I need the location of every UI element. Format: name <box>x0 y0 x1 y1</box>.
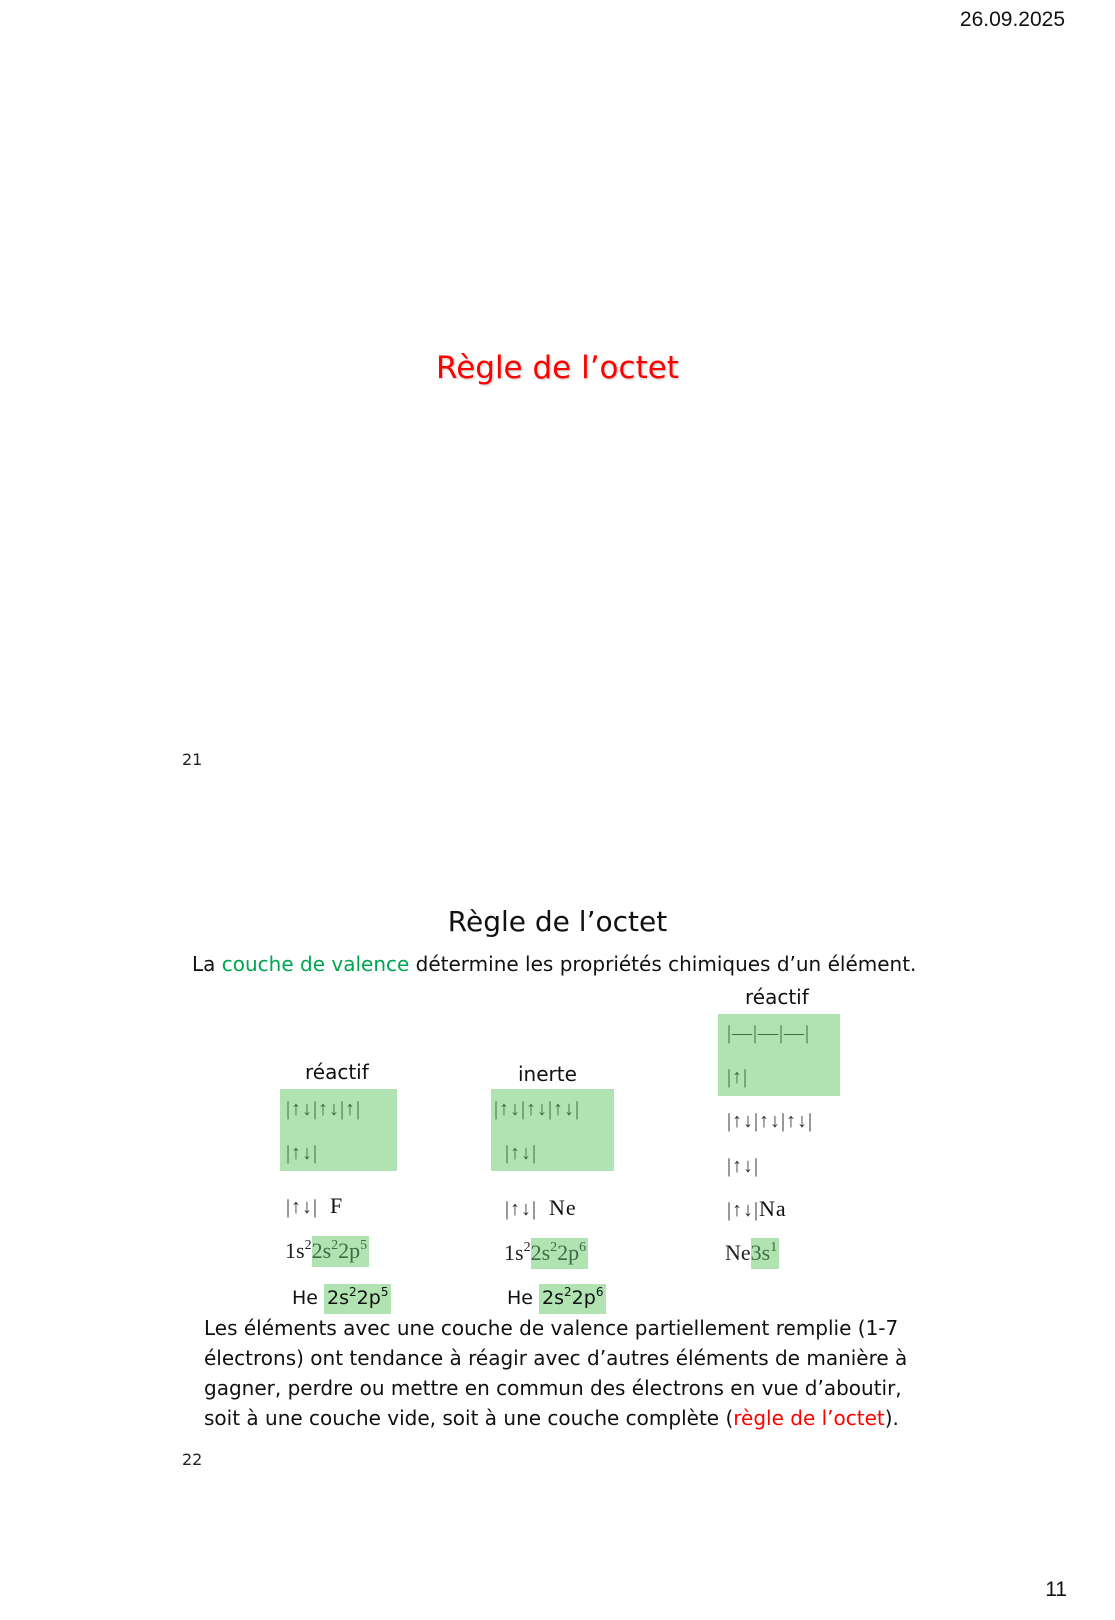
sodium-config: $Ne3s^1$ <box>725 1240 779 1266</box>
fluorine-orbital-1s <box>286 1193 343 1219</box>
sodium-orbital-1s <box>727 1196 787 1222</box>
octet-rule-paragraph <box>204 1313 924 1433</box>
fluorine-valence-config: $2s^22p^5$ <box>312 1236 370 1267</box>
fluorine-symbol: F <box>330 1193 344 1218</box>
neon-orbital-2s: |↑↓| <box>505 1142 538 1164</box>
subtitle-highlight-valence: couche de valence <box>221 952 410 976</box>
fluorine-orbital-2s: |↑↓| <box>286 1142 319 1164</box>
sodium-orbital-2p: |↑↓|↑↓|↑↓| <box>727 1110 814 1132</box>
fluorine-short-config: He $2s^22p^5$ <box>292 1285 391 1309</box>
paragraph-text: Les éléments avec une couche de valence partiellement remplie (1-7 électrons) ont tendance à réagir avec d’autres éléments de manière à gagner, perdre ou mettre en commun des électrons en vue d’aboutir, soit à une couche vide, soit à une couche complète ( <box>204 1316 908 1430</box>
sodium-orbital-2s: |↑↓| <box>727 1155 760 1177</box>
neon-short-valence: $2s^22p^6$ <box>539 1284 606 1314</box>
neon-config: $1s^22s^22p^6$ <box>504 1240 588 1266</box>
paragraph-highlight-octet: règle de l’octet <box>733 1406 885 1430</box>
page-number: 11 <box>1045 1578 1067 1601</box>
neon-orbital-2p: |↑↓|↑↓|↑↓| <box>494 1098 581 1120</box>
slide-22-title: Règle de l’octet <box>447 905 668 938</box>
paragraph-suffix: ). <box>884 1406 899 1430</box>
neon-state-label: inerte <box>518 1062 577 1086</box>
sodium-orbital-3s: |↑| <box>727 1066 749 1088</box>
slide-22-number: 22 <box>182 1450 203 1469</box>
neon-orbital-1s <box>505 1195 577 1221</box>
sodium-valence-config: $3s^1$ <box>751 1238 780 1269</box>
sodium-orbital-3p: |—|—|—| <box>727 1022 811 1044</box>
fluorine-config: $1s^22s^22p^5$ <box>285 1238 369 1264</box>
neon-orbital-1s-boxes: |↑↓| <box>505 1198 538 1220</box>
fluorine-short-valence: $2s^22p^5$ <box>324 1284 391 1314</box>
fluorine-orbital-1s-boxes: |↑↓| <box>286 1196 319 1218</box>
page-date: 26.09.2025 <box>959 8 1065 31</box>
neon-symbol: Ne <box>549 1195 577 1220</box>
slide-22-subtitle <box>192 952 916 976</box>
sodium-symbol: Na <box>759 1196 787 1221</box>
sodium-orbital-1s-boxes: |↑↓| <box>727 1199 760 1221</box>
subtitle-suffix: détermine les propriétés chimiques d’un élément. <box>409 952 917 976</box>
subtitle-prefix: La <box>192 952 222 976</box>
neon-valence-config: $2s^22p^6$ <box>531 1238 589 1269</box>
slide-21-title: Règle de l’octet <box>436 350 679 386</box>
fluorine-state-label: réactif <box>305 1060 369 1084</box>
slide-21-number: 21 <box>182 750 203 769</box>
neon-short-config: He $2s^22p^6$ <box>507 1285 606 1309</box>
sodium-state-label: réactif <box>745 985 809 1009</box>
fluorine-orbital-2p: |↑↓|↑↓|↑| <box>286 1098 362 1120</box>
